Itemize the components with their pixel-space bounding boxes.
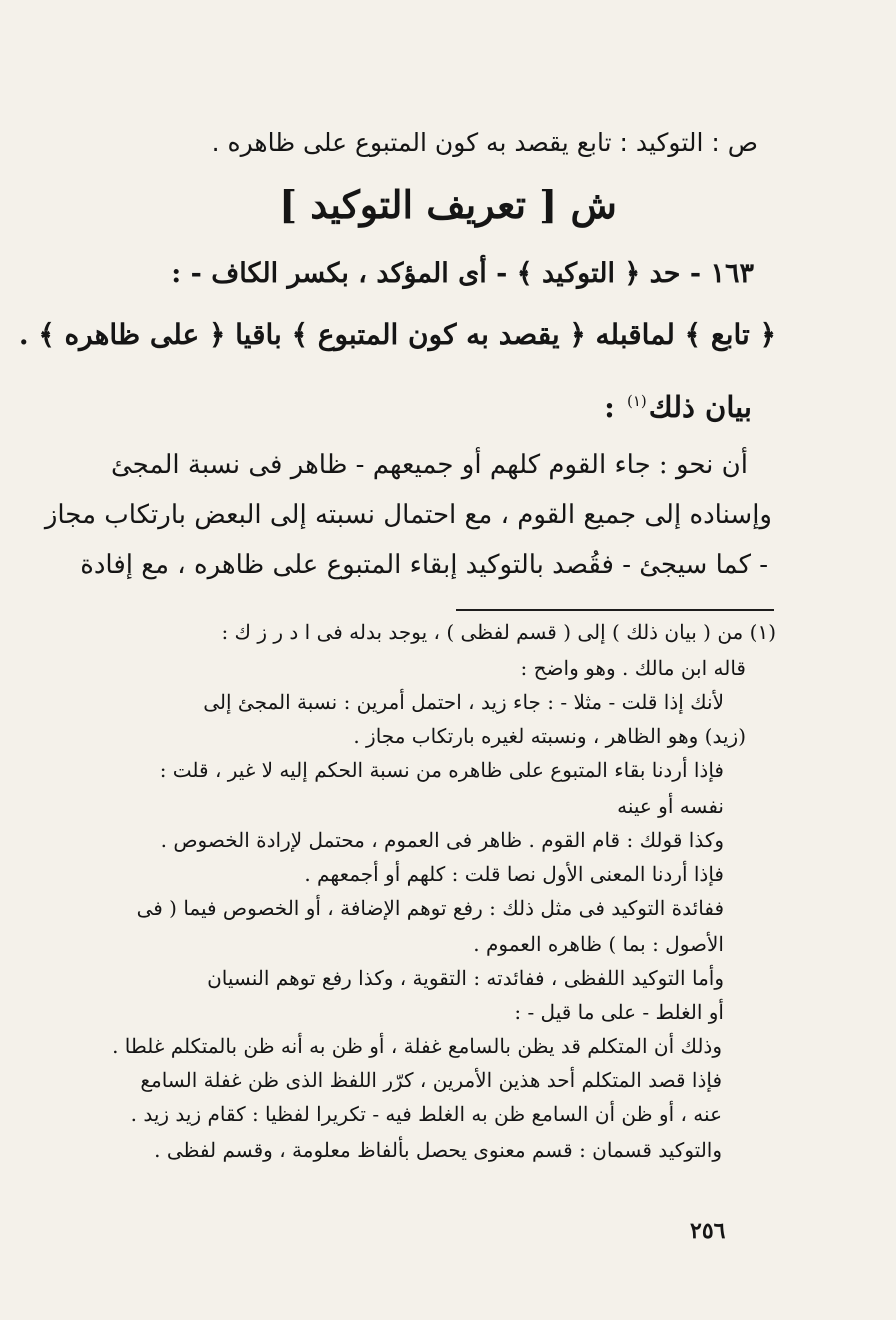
footnote-marker: (١) xyxy=(626,392,647,411)
footnote-line: وأما التوكيد اللفظى ، ففائدته : التقوية ، وكذا رفع توهم النسيان xyxy=(207,966,724,990)
footnote-line: نفسه أو عينه xyxy=(617,794,724,818)
body-line: وإسناده إلى جميع القوم ، مع احتمال نسبته إلى البعض بارتكاب مجاز xyxy=(44,500,772,530)
body-line: - كما سيجئ - فقُصد بالتوكيد إبقاء المتبوع على ظاهره ، مع إفادة xyxy=(80,550,768,580)
definition-line: ١٦٣ - حد ﴿ التوكيد ﴾ - أى المؤكد ، بكسر الكاف - : xyxy=(171,258,754,289)
footnote-line: فإذا قصد المتكلم أحد هذين الأمرين ، كرّر اللفظ الذى ظن غفلة السامع xyxy=(140,1068,722,1092)
footnote-line: وذلك أن المتكلم قد يظن بالسامع غفلة ، أو ظن به أنه ظن بالمتكلم غلطا . xyxy=(112,1034,722,1058)
footnote-line: (زيد) وهو الظاهر ، ونسبته لغيره بارتكاب مجاز . xyxy=(353,724,746,748)
footnote-line: عنه ، أو ظن أن السامع ظن به الغلط فيه - تكريرا لفظيا : كقام زيد زيد . xyxy=(130,1102,722,1126)
footnote-line: فإذا أردنا بقاء المتبوع على ظاهره من نسبة الحكم إليه لا غير ، قلت : xyxy=(159,758,724,782)
footnote-line: (١) من ( بيان ذلك ) إلى ( قسم لفظى ) ، يوجد بدله فى ا د ر ز ك : xyxy=(221,620,776,644)
footnote-line: ففائدة التوكيد فى مثل ذلك : رفع توهم الإضافة ، أو الخصوص فيما ( فى xyxy=(136,896,724,920)
definition-line-2: ﴿ تابع ﴾ لماقبله ﴿ يقصد به كون المتبوع ﴾ باقيا ﴿ على ظاهره ﴾ . xyxy=(18,318,776,351)
page-number: ٢٥٦ xyxy=(690,1218,726,1244)
explanation-heading-text: بيان ذلك xyxy=(648,390,752,424)
footnote-line: فإذا أردنا المعنى الأول نصا قلت : كلهم أو أجمعهم . xyxy=(304,862,724,886)
body-line: أن نحو : جاء القوم كلهم أو جميعهم - ظاهر فى نسبة المجئ xyxy=(111,450,748,480)
footnote-line: لأنك إذا قلت - مثلا - : جاء زيد ، احتمل أمرين : نسبة المجئ إلى xyxy=(203,690,724,714)
footnote-divider xyxy=(456,609,774,611)
footnote-line: أو الغلط - على ما قيل - : xyxy=(514,1000,724,1024)
footnote-line: والتوكيد قسمان : قسم معنوى يحصل بألفاظ معلومة ، وقسم لفظى . xyxy=(154,1138,722,1162)
matn-line: ص : التوكيد : تابع يقصد به كون المتبوع على ظاهره . xyxy=(211,128,758,157)
footnote-line: قاله ابن مالك . وهو واضح : xyxy=(520,656,746,680)
section-heading: ش [ تعريف التوكيد ] xyxy=(279,182,617,227)
footnote-line: الأصول : بما ) ظاهره العموم . xyxy=(473,932,724,956)
explanation-heading xyxy=(604,390,752,424)
footnote-line: وكذا قولك : قام القوم . ظاهر فى العموم ، محتمل لإرادة الخصوص . xyxy=(160,828,724,852)
explanation-colon: : xyxy=(604,390,615,424)
